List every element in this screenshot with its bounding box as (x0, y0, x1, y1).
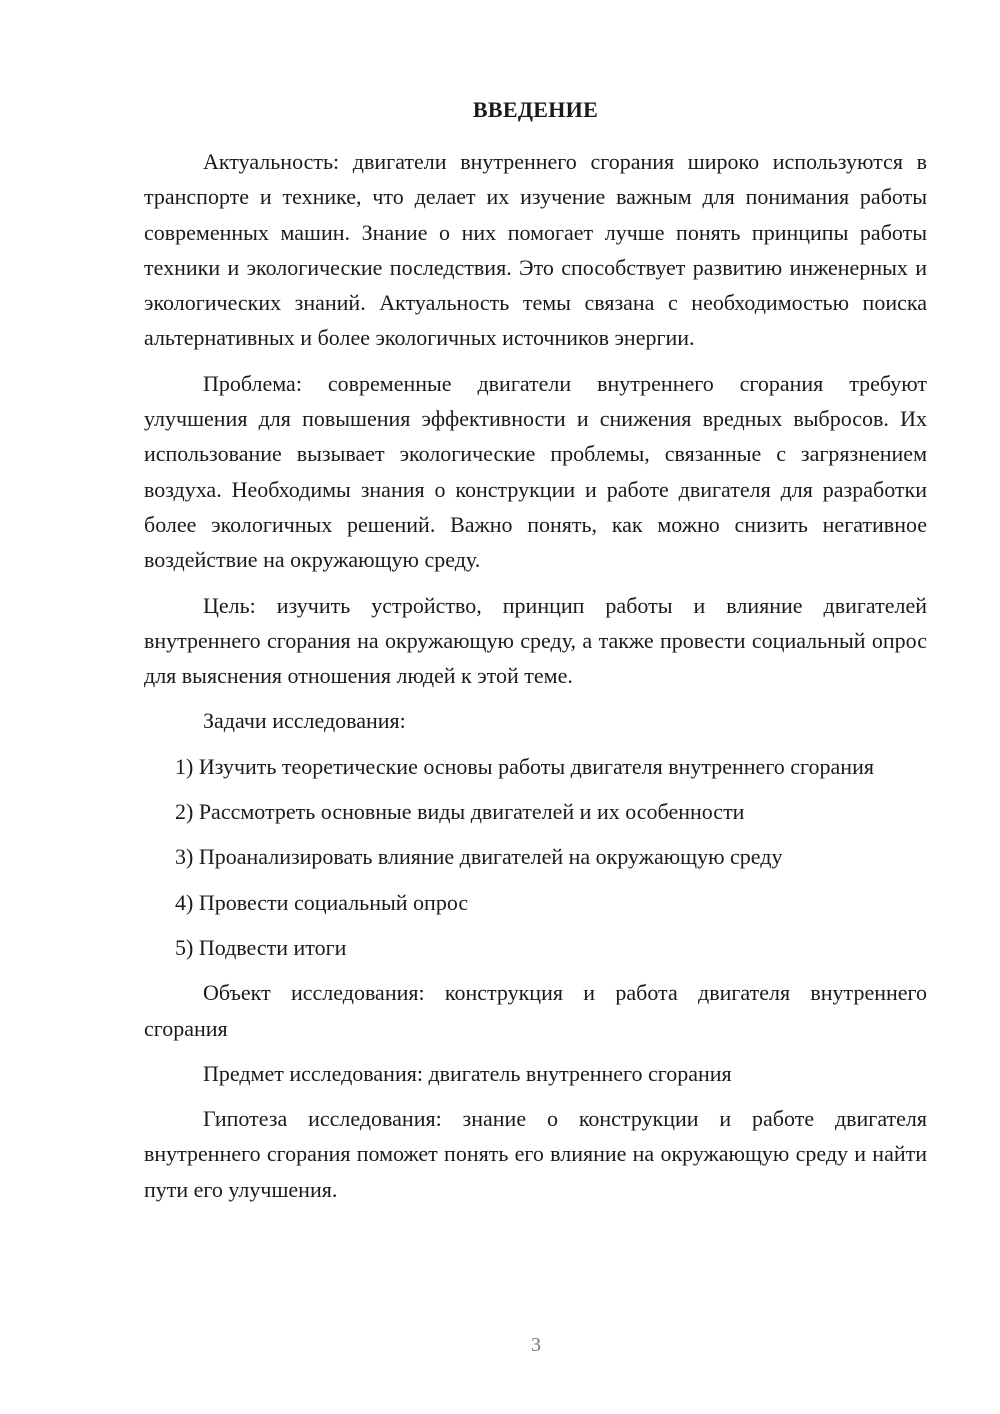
goal-paragraph: Цель: изучить устройство, принцип работы и влияние двигателей внутреннего сгорания на окружающую среду, а также провести социальный опрос для выяснения отношения людей к этой теме. (144, 592, 927, 689)
list-item: 3) Проанализировать влияние двигателей на окружающую среду (175, 844, 783, 870)
tasks-list (144, 749, 927, 965)
tasks-title: Задачи исследования: (203, 708, 406, 734)
page-title: ВВЕДЕНИЕ (472, 97, 599, 122)
object-paragraph: Объект исследования: конструкция и работа двигателя внутреннего сгорания (144, 980, 927, 1041)
list-item: 2) Рассмотреть основные виды двигателей и их особенности (175, 799, 745, 825)
list-item: 4) Провести социальный опрос (175, 889, 469, 915)
list-item: 1) Изучить теоретические основы работы двигателя внутреннего сгорания (175, 753, 874, 779)
problem-paragraph: Проблема: современные двигатели внутреннего сгорания требуют улучшения для повышения эффективности и снижения вредных выбросов. Их использование вызывает экологические проблемы, связанные с загрязнением воздуха. Необходимы знания о конструкции и работе двигателя для разработки более экологичных решений. Важно понять, как можно снизить негативное воздействие на окружающую среду. (144, 370, 927, 573)
hypothesis-paragraph: Гипотеза исследования: знание о конструкции и работе двигателя внутреннего сгорания поможет понять его влияние на окружающую среду и найти пути его улучшения. (144, 1106, 927, 1202)
relevance-paragraph: Актуальность: двигатели внутреннего сгорания широко используются в транспорте и технике, что делает их изучение важным для понимания работы современных машин. Знание о них помогает лучше понять принципы работы техники и экологические последствия. Это способствует развитию инженерных и экологических знаний. Актуальность темы связана с необходимостью поиска альтернативных и более экологичных источников энергии. (144, 149, 927, 351)
document-page (144, 96, 927, 1217)
list-item: 5) Подвести итоги (175, 934, 347, 960)
subject-paragraph: Предмет исследования: двигатель внутреннего сгорания (203, 1060, 732, 1086)
page-number: 3 (531, 1334, 541, 1356)
